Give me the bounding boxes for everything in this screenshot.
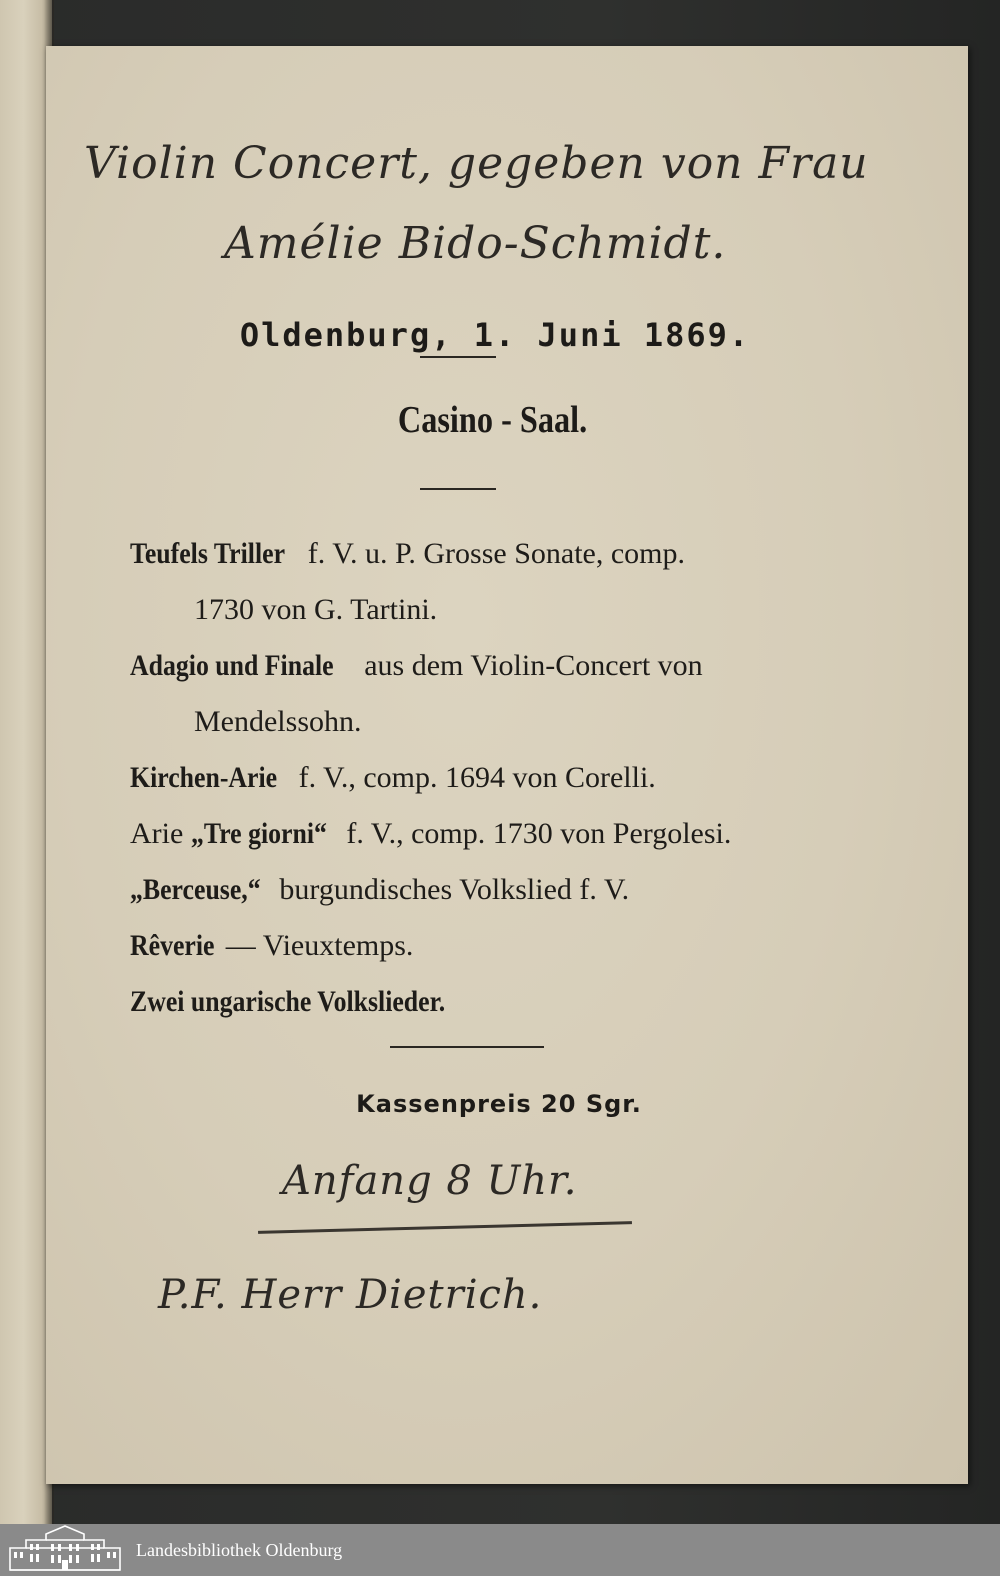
program-item-title: Rêverie	[130, 929, 215, 962]
program-item-detail: aus dem Violin-Concert von	[356, 649, 703, 682]
program-item-continuation: 1730 von G. Tartini.	[194, 593, 438, 626]
program-item-title: „Tre giorni“	[190, 817, 327, 850]
divider-rule	[420, 488, 496, 490]
program-item-title: Kirchen-Arie	[130, 761, 278, 794]
program-item	[130, 750, 850, 806]
library-name: Landesbibliothek Oldenburg	[136, 1539, 343, 1560]
concert-program-sheet	[46, 46, 968, 1484]
program-item-title: „Berceuse,“	[130, 873, 261, 906]
program-item-detail: burgundisches Volkslied f. V.	[271, 873, 630, 906]
program-item-detail: f. V. u. P. Grosse Sonate, comp.	[300, 537, 685, 570]
program-item-title: Teufels Triller	[130, 537, 286, 570]
program-item-prefix: Arie	[130, 817, 191, 850]
handwritten-annotation-line1: Violin Concert, gegeben von Frau	[84, 138, 869, 189]
program-item-title: Zwei ungarische Volkslieder.	[130, 985, 446, 1018]
program-item	[130, 638, 850, 750]
program-list	[130, 526, 850, 1030]
handwritten-pianist-note: P.F. Herr Dietrich.	[158, 1272, 543, 1318]
program-item-detail: f. V., comp. 1730 von Pergolesi.	[338, 817, 732, 850]
venue-heading: Casino - Saal.	[397, 399, 588, 441]
program-item	[130, 526, 850, 638]
program-item	[130, 862, 850, 918]
program-item-detail: — Vieuxtemps.	[218, 929, 414, 962]
program-item-continuation: Mendelssohn.	[194, 705, 362, 738]
library-building-icon	[6, 1524, 124, 1576]
program-item-title: Adagio und Finale	[130, 649, 334, 682]
program-item-detail: f. V., comp. 1694 von Corelli.	[291, 761, 656, 794]
program-item	[130, 974, 850, 1030]
handwritten-annotation-line2: Amélie Bido-Schmidt.	[224, 218, 727, 269]
handwritten-start-time: Anfang 8 Uhr.	[282, 1158, 578, 1204]
divider-rule	[420, 356, 496, 358]
divider-rule	[390, 1046, 544, 1048]
library-footer-bar	[0, 1524, 1000, 1576]
date-heading: Oldenburg, 1. Juni 1869.	[239, 316, 751, 354]
program-item	[130, 806, 850, 862]
handwritten-underline	[258, 1221, 632, 1234]
program-item	[130, 918, 850, 974]
ticket-price: Kassenpreis 20 Sgr.	[356, 1090, 642, 1118]
